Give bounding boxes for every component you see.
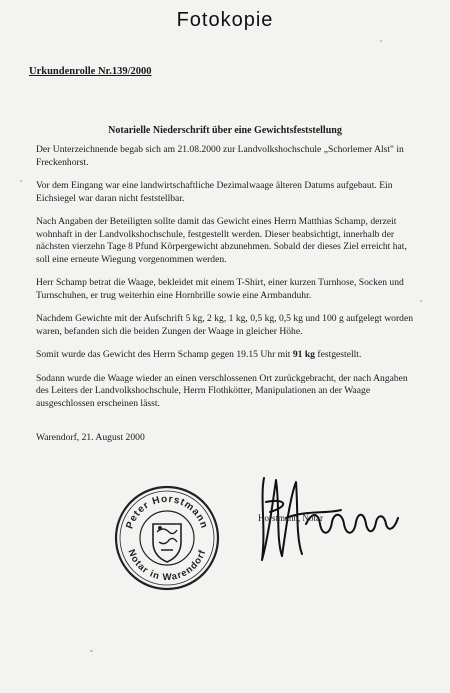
paragraph: Der Unterzeichnende begab sich am 21.08.2000 zur Landvolkshochschule „Schorlemer Alst" in Freckenhorst. (36, 144, 404, 168)
paragraph: Nach Angaben der Beteiligten sollte damit das Gewicht eines Herrn Matthias Schamp, derzeit wohnhaft in der Landvolkshochschule, festgestellt werden. Dieser beabsichtigt, innerhalb der nächsten vierzehn Tage 8 Pfund Körpergewicht abzunehmen. Sobald der dieses Ziel erreicht hat, soll eine erneute Wiegung vorgenommen werden. (36, 216, 407, 265)
place-date: Warendorf, 21. August 2000 (36, 432, 145, 443)
svg-text:Peter Horstmann (124, 494, 209, 531)
roll-number: Urkundenrolle Nr.139/2000 (29, 66, 152, 77)
notary-label: Horstmann, Notar (258, 513, 323, 523)
coat-of-arms-icon (153, 524, 181, 562)
copy-speck (420, 300, 422, 302)
weight-text-after: festgestellt. (314, 349, 362, 360)
paragraph: Nachdem Gewichte mit der Aufschrift 5 kg, 2 kg, 1 kg, 0,5 kg, 0,5 kg und 100 g aufgelegt worden waren, befanden sich die beiden Zungen der Waage in gleicher Höhe. (36, 313, 414, 337)
weight-text-before: Somit wurde das Gewicht des Herrn Schamp gegen 19.15 Uhr mit (36, 349, 293, 360)
copy-speck (90, 650, 93, 652)
weight-value: 91 kg (292, 349, 315, 360)
weight-paragraph (36, 349, 416, 362)
copy-speck (380, 40, 382, 42)
document-title: Notarielle Niederschrift über eine Gewichtsfeststellung (108, 125, 342, 136)
copy-speck (20, 180, 22, 182)
document-body (36, 144, 416, 421)
stamp-top-text: Peter Horstmann (124, 493, 210, 531)
paragraph: Herr Schamp betrat die Waage, bekleidet mit einem T-Shirt, einer kurzen Turnhose, Socken und Turnschuhen, er trug weiterhin eine Hornbrille sowie eine Armbanduhr. (36, 277, 404, 301)
paragraph: Sodann wurde die Waage wieder an einen verschlossenen Ort zurückgebracht, der nach Angaben des Leiters der Landvolkshochschule, Herrn Flothkötter, Manipulationen an der Waage ausgeschlossen erscheinen lässt. (36, 372, 408, 409)
paragraph: Vor dem Eingang war eine landwirtschaftliche Dezimalwaage älteren Datums aufgebaut. Ein Eichsiegel war daran nicht feststellbar. (36, 180, 393, 204)
photocopy-header: Fotokopie (176, 9, 274, 31)
notary-seal-stamp (113, 484, 221, 592)
stamp-bottom-text: Notar in Warendorf (125, 547, 209, 584)
